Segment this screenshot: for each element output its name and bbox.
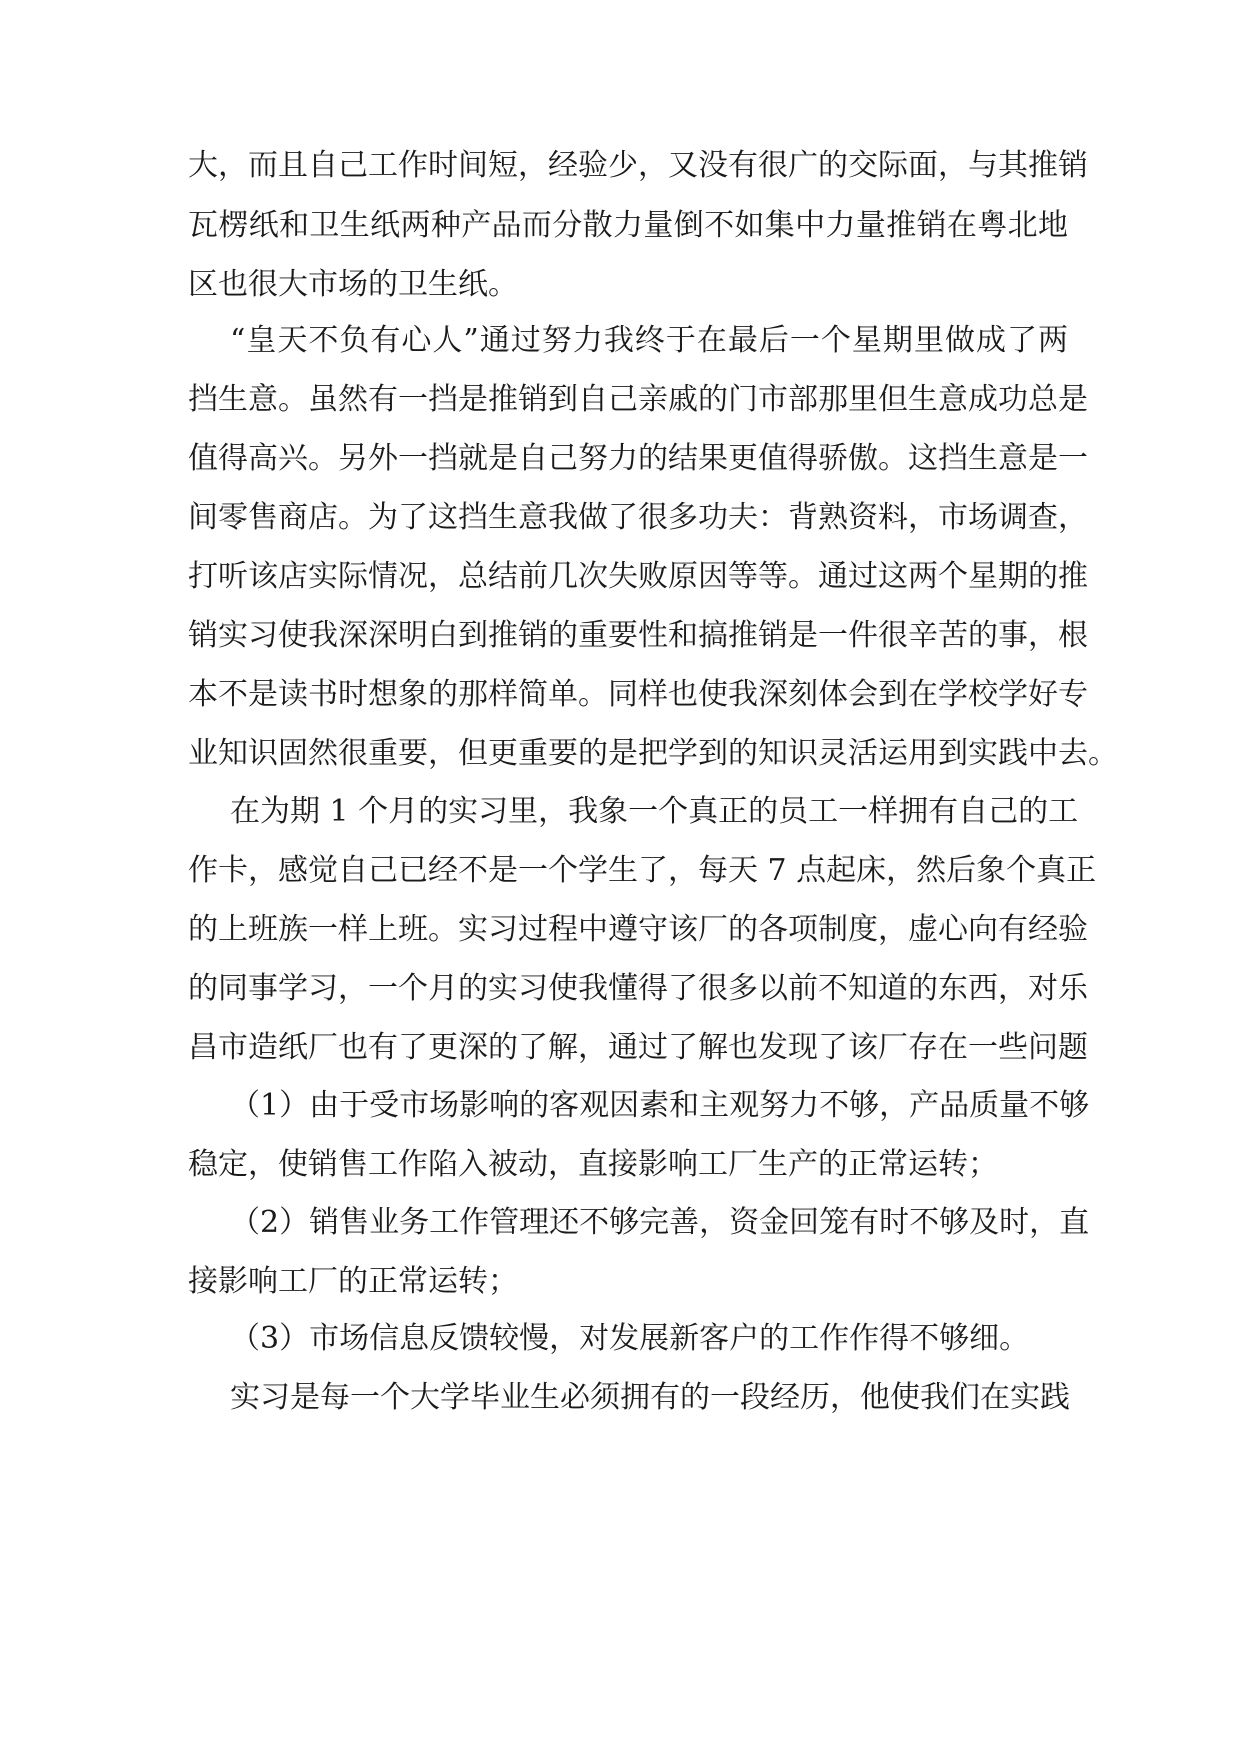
text-line: 大，而且自己工作时间短，经验少，又没有很广的交际面，与其推销 [188, 148, 1088, 183]
text-line: 值得高兴。另外一挡就是自己努力的结果更值得骄傲。这挡生意是一 [188, 441, 1088, 476]
text-line: 区也很大市场的卫生纸。 [188, 267, 518, 302]
text-line: 的上班族一样上班。实习过程中遵守该厂的各项制度，虚心向有经验 [188, 912, 1088, 947]
text-line: （3）市场信息反馈较慢，对发展新客户的工作作得不够细。 [230, 1321, 1030, 1356]
text-line: 接影响工厂的正常运转； [188, 1264, 518, 1299]
text-line: “皇天不负有心人”通过努力我终于在最后一个星期里做成了两 [230, 323, 1068, 358]
text-line: 的同事学习，一个月的实习使我懂得了很多以前不知道的东西，对乐 [188, 971, 1088, 1006]
text-line: 间零售商店。为了这挡生意我做了很多功夫：背熟资料，市场调查， [188, 500, 1088, 535]
text-line: 销实习使我深深明白到推销的重要性和搞推销是一件很辛苦的事，根 [188, 618, 1088, 653]
text-line: 昌市造纸厂也有了更深的了解，通过了解也发现了该厂存在一些问题 [188, 1030, 1088, 1065]
text-line: 作卡，感觉自己已经不是一个学生了，每天 7 点起床，然后象个真正 [188, 853, 1097, 888]
text-line: 瓦楞纸和卫生纸两种产品而分散力量倒不如集中力量推销在粤北地 [188, 208, 1068, 243]
text-line: 在为期 1 个月的实习里，我象一个真正的员工一样拥有自己的工 [230, 794, 1079, 829]
text-line: （1）由于受市场影响的客观因素和主观努力不够，产品质量不够 [230, 1088, 1090, 1123]
text-line: 本不是读书时想象的那样简单。同样也使我深刻体会到在学校学好专 [188, 677, 1088, 712]
text-line: 挡生意。虽然有一挡是推销到自己亲戚的门市部那里但生意成功总是 [188, 382, 1088, 417]
text-line: 业知识固然很重要，但更重要的是把学到的知识灵活运用到实践中去。 [188, 736, 1118, 771]
text-line: 打听该店实际情况，总结前几次失败原因等等。通过这两个星期的推 [188, 559, 1088, 594]
text-line: 稳定，使销售工作陷入被动，直接影响工厂生产的正常运转； [188, 1147, 998, 1182]
text-line: （2）销售业务工作管理还不够完善，资金回笼有时不够及时，直 [230, 1205, 1090, 1240]
text-line: 实习是每一个大学毕业生必须拥有的一段经历，他使我们在实践 [230, 1380, 1070, 1415]
